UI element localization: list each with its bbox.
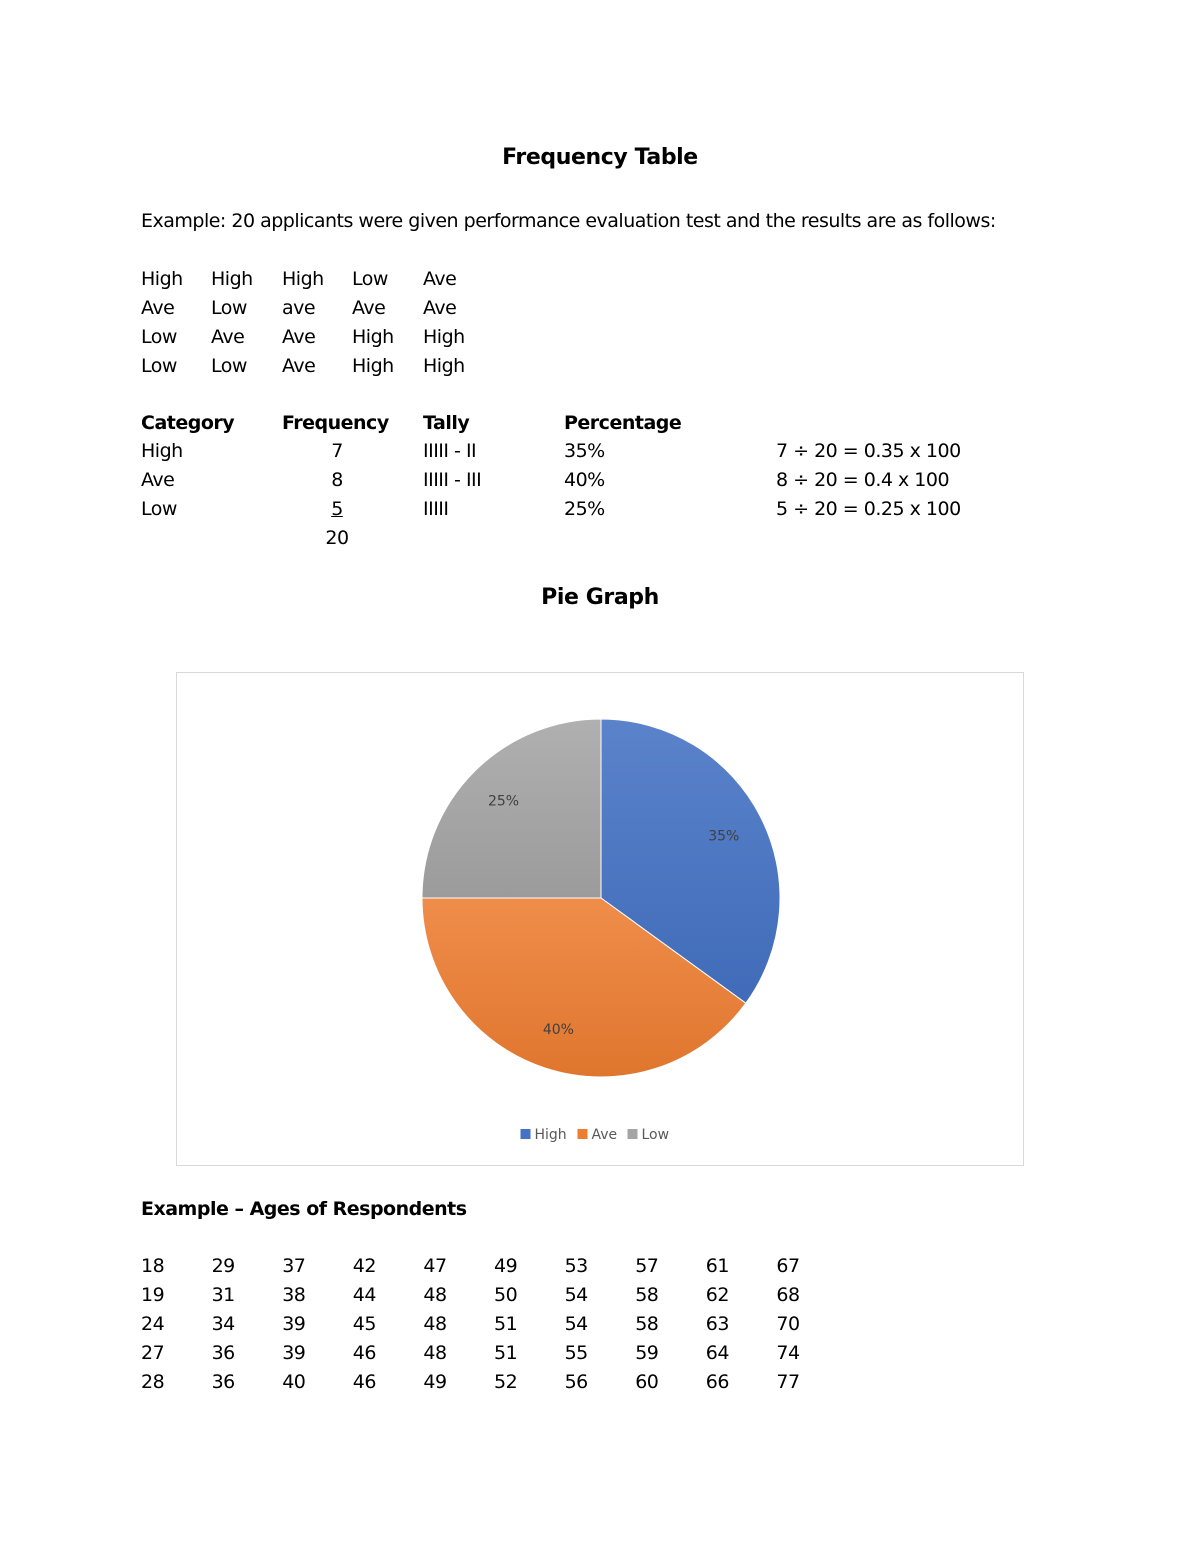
- age-cell: 61: [705, 1255, 729, 1277]
- age-cell: 60: [635, 1371, 659, 1393]
- age-cell: 53: [564, 1255, 588, 1277]
- raw-result-cell: High: [423, 326, 465, 348]
- pie-graph-heading: Pie Graph: [541, 585, 659, 610]
- tally-cell: IIIII: [423, 498, 449, 520]
- raw-result-cell: Ave: [282, 326, 316, 348]
- computation-cell: 7 ÷ 20 = 0.35 x 100: [776, 440, 961, 462]
- raw-result-cell: High: [352, 355, 394, 377]
- raw-result-cell: Low: [141, 326, 177, 348]
- age-cell: 28: [141, 1371, 165, 1393]
- pie-chart-frame: [176, 672, 1024, 1166]
- legend-label-ave: Ave: [591, 1127, 618, 1143]
- raw-result-cell: Low: [211, 355, 247, 377]
- data-label-low: 25%: [487, 793, 520, 810]
- raw-result-cell: Ave: [211, 326, 245, 348]
- percentage-cell: 25%: [564, 498, 605, 520]
- age-cell: 52: [494, 1371, 518, 1393]
- age-cell: 46: [352, 1342, 376, 1364]
- age-cell: 49: [423, 1371, 447, 1393]
- raw-result-cell: Ave: [282, 355, 316, 377]
- age-cell: 40: [282, 1371, 306, 1393]
- age-cell: 58: [635, 1313, 659, 1335]
- age-cell: 59: [635, 1342, 659, 1364]
- age-cell: 51: [494, 1313, 518, 1335]
- raw-result-cell: High: [211, 268, 253, 290]
- computation-cell: 5 ÷ 20 = 0.25 x 100: [776, 498, 961, 520]
- category-header: Category: [141, 412, 235, 434]
- raw-result-cell: High: [423, 355, 465, 377]
- page-title: Frequency Table: [502, 145, 698, 170]
- age-cell: 64: [705, 1342, 729, 1364]
- age-cell: 36: [211, 1342, 235, 1364]
- age-cell: 19: [141, 1284, 165, 1306]
- pie-slices: [422, 719, 780, 1077]
- category-cell: Ave: [141, 469, 175, 491]
- frequency-header: Frequency: [282, 412, 389, 434]
- age-cell: 34: [211, 1313, 235, 1335]
- age-cell: 66: [705, 1371, 729, 1393]
- raw-result-cell: Low: [352, 268, 388, 290]
- raw-result-cell: ave: [282, 297, 316, 319]
- chart-legend: [521, 1127, 670, 1143]
- age-cell: 55: [564, 1342, 588, 1364]
- age-cell: 31: [211, 1284, 235, 1306]
- computation-cell: 8 ÷ 20 = 0.4 x 100: [776, 469, 950, 491]
- raw-result-cell: Ave: [423, 268, 457, 290]
- age-cell: 49: [494, 1255, 518, 1277]
- raw-result-cell: Low: [211, 297, 247, 319]
- frequency-cell: 7: [331, 440, 343, 462]
- category-cell: High: [141, 440, 183, 462]
- tally-cell: IIIII - III: [423, 469, 482, 491]
- age-cell: 38: [282, 1284, 306, 1306]
- age-cell: 29: [211, 1255, 235, 1277]
- age-cell: 74: [776, 1342, 800, 1364]
- raw-result-cell: Ave: [423, 297, 457, 319]
- legend-swatch-high: [521, 1129, 531, 1139]
- age-cell: 48: [423, 1342, 447, 1364]
- age-cell: 63: [705, 1313, 729, 1335]
- age-cell: 18: [141, 1255, 165, 1277]
- age-cell: 37: [282, 1255, 306, 1277]
- frequency-cell: 8: [331, 469, 343, 491]
- age-cell: 77: [776, 1371, 800, 1393]
- age-cell: 56: [564, 1371, 588, 1393]
- raw-result-cell: Ave: [352, 297, 386, 319]
- percentage-cell: 35%: [564, 440, 605, 462]
- age-cell: 68: [776, 1284, 800, 1306]
- percentage-header: Percentage: [564, 412, 682, 434]
- tally-cell: IIIII - II: [423, 440, 477, 462]
- age-cell: 39: [282, 1313, 306, 1335]
- age-cell: 62: [705, 1284, 729, 1306]
- age-cell: 54: [564, 1284, 588, 1306]
- age-cell: 47: [423, 1255, 447, 1277]
- raw-result-cell: High: [352, 326, 394, 348]
- age-cell: 57: [635, 1255, 659, 1277]
- legend-label-high: High: [534, 1127, 567, 1143]
- raw-result-cell: Low: [141, 355, 177, 377]
- raw-result-cell: Ave: [141, 297, 175, 319]
- data-label-high: 35%: [708, 828, 740, 845]
- age-cell: 44: [352, 1284, 376, 1306]
- age-cell: 67: [776, 1255, 800, 1277]
- age-cell: 48: [423, 1284, 447, 1306]
- intro-text: Example: 20 applicants were given performance evaluation test and the results are as follows:: [141, 210, 996, 232]
- tally-header: Tally: [423, 412, 470, 434]
- data-label-ave: 40%: [542, 1022, 574, 1039]
- frequency-total: 20: [325, 527, 349, 549]
- ages-heading: Example – Ages of Respondents: [141, 1198, 467, 1220]
- age-cell: 27: [141, 1342, 165, 1364]
- legend-swatch-ave: [578, 1129, 588, 1139]
- age-cell: 46: [352, 1371, 376, 1393]
- legend-swatch-low: [628, 1129, 638, 1139]
- age-cell: 54: [564, 1313, 588, 1335]
- age-cell: 48: [423, 1313, 447, 1335]
- frequency-cell: [317, 498, 357, 520]
- category-cell: Low: [141, 498, 177, 520]
- raw-result-cell: High: [141, 268, 183, 290]
- pie-chart: [177, 673, 1023, 1165]
- frequency-last-value: 5: [331, 498, 343, 520]
- age-cell: 42: [352, 1255, 376, 1277]
- age-cell: 51: [494, 1342, 518, 1364]
- age-cell: 70: [776, 1313, 800, 1335]
- percentage-cell: 40%: [564, 469, 605, 491]
- raw-result-cell: High: [282, 268, 324, 290]
- age-cell: 58: [635, 1284, 659, 1306]
- age-cell: 24: [141, 1313, 165, 1335]
- age-cell: 39: [282, 1342, 306, 1364]
- age-cell: 50: [494, 1284, 518, 1306]
- age-cell: 36: [211, 1371, 235, 1393]
- legend-label-low: Low: [641, 1127, 670, 1143]
- age-cell: 45: [352, 1313, 376, 1335]
